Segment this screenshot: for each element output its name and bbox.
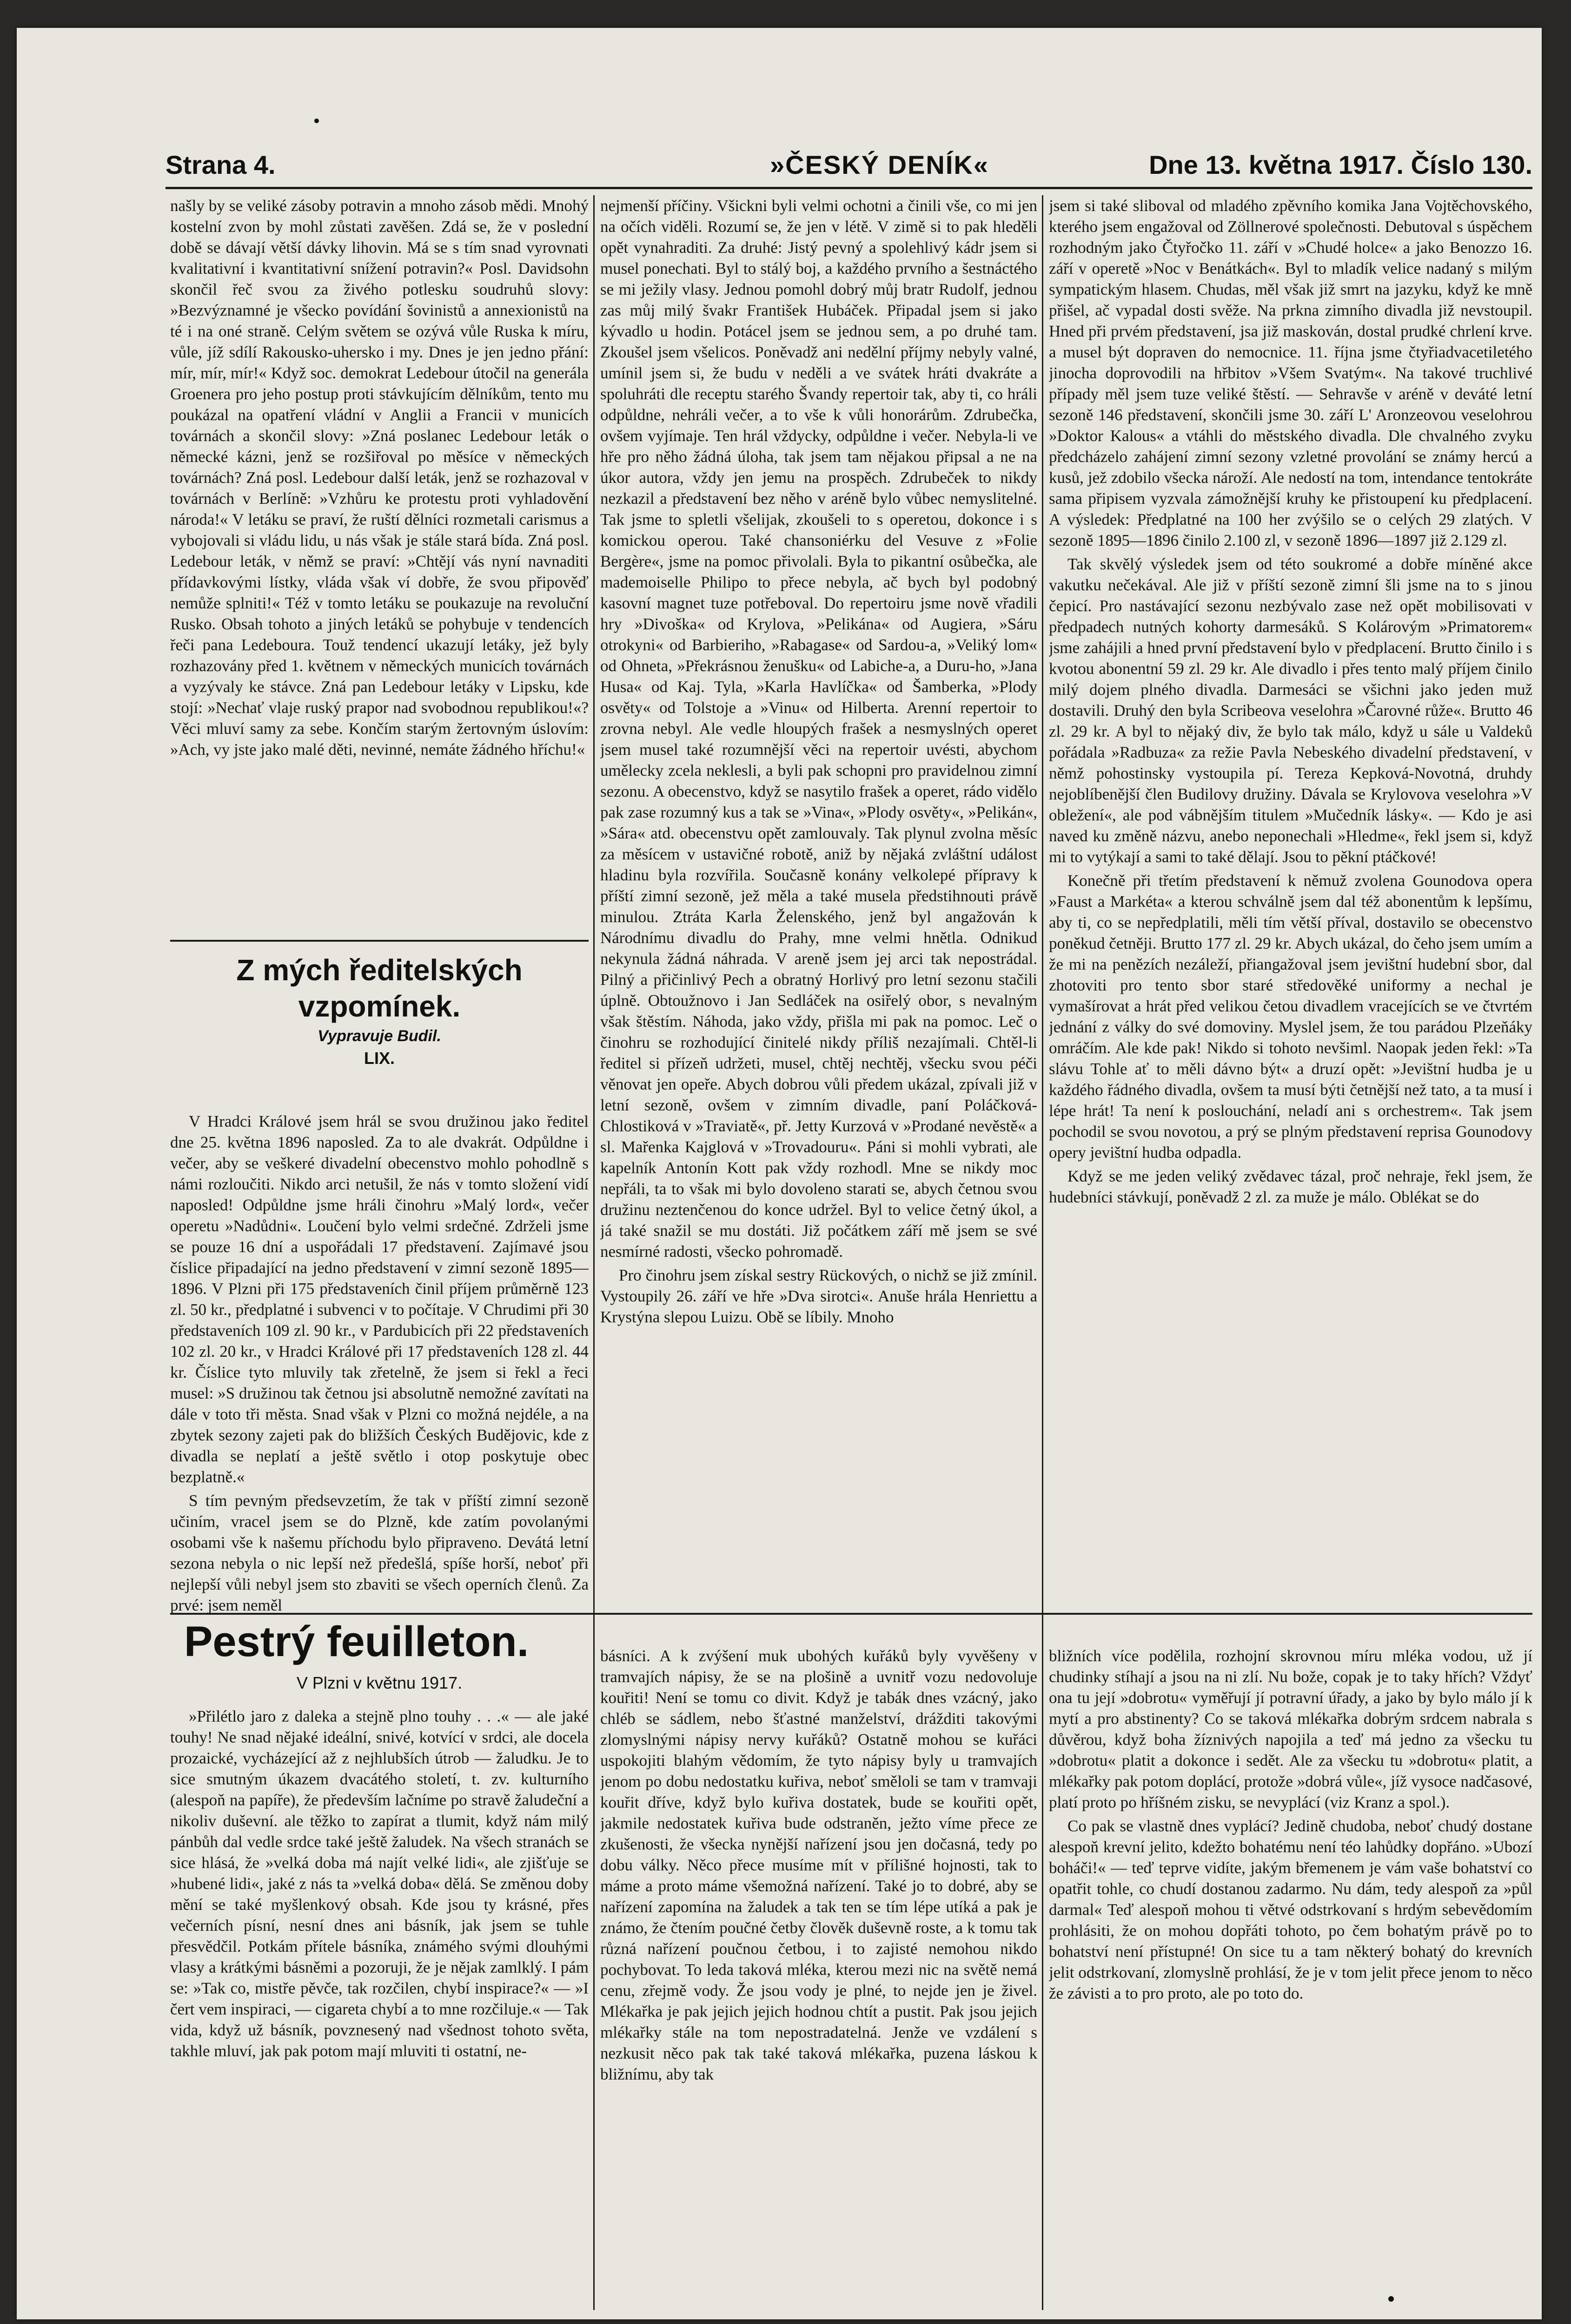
paragraph: našly by se veliké zásoby potravin a mnoho zásob mědi. Mnohý kostelní zvon by mohl zůstati zavěšen. Zdá se, že v poslední době se dávají větší dávky lihovin. Má se s tím snad vyrovnati kvalitativní i kvantitativní snížení potravin?« Posl. Davidsohn skončil řeč svou za živého potlesku soudruhů slovy: »Bezvýznamné je všecko povídání šovinistů a annexionistů na té i na oné straně. Celým světem se ozývá vůle Ruska k míru, vůle, jíž sdílí Rakousko-uhersko i my. Dnes je jen jedno přání: mír, mír, mír!« Když soc. demokrat Ledebour útočil na generála Groenera pro jeho postup proti stávkujícím dělníkům, tento mu poukázal na opatření vládní v Anglii a Francii v municích továrnách a skončil slovy: »Zná poslanec Ledebour leták o německé kázni, jenž se rozšiřoval po měsíce v německých továrnách? Zná posl. Ledebour další leták, jenž se rozhazoval v továrnách v Berlíně: »Vzhůru ke protestu proti vyhladovění národa!« V letáku se praví, že ruští dělníci rozmetali carismus a vybojovali si vládu lidu, u nás však je stále stará bída. Zná posl. Ledebour leták, v němž se praví: »Chtějí vás nyní navnaditi přídavkovými lístky, vláda však ví dobře, že svou připověď nemůže splniti!« Též v tomto letáku se poukazuje na revoluční Rusko. Obsah tohoto a jiných letáků se pohybuje v tendencích řeči pana Ledebourа. Touž tendencí ukazují letáky, jež byly rozhazovány před 1. květnem v německých municích továrnách a vyzývaly ke stávce. Zná pan Ledebour letáky v Lipsku, kde stojí: »Nechať vlaje ruský prapor nad svobodnou republikou!«? Věci mluví samy za sebe. Končím starým žertovným úslovím: »Ach, vy jste jako malé děti, nevinné, nemáte žádného hříchu!« (170, 197, 589, 759)
paragraph: Tak skvělý výsledek jsem od této soukromé a dobře míněné akce vakutku nečekával. Ale již v příští sezoně zimní šli jsme na to s jinou čepicí. Pro nastávající sezonu nezbývalo zase než opět mobilisovati v předpadech nutných kohorty darmesáků. S Kolárovým »Primatorem« jsme zahájili a hned první představení bylo v předplacení. Brutto činilo i s kvotou abonentní 59 zl. 29 kr. Ale divadlo i přes tento malý příjem činilo milý dojem plného divadla. Darmesáci se všichni jako jeden muž dostavili. Druhý den byla Scribeova veselohra »Čarovné růže«. Brutto 46 zl. 29 kr. A byl to nějaký div, že bylo tak málo, když u sále u Valdeků pořádala »Radbuza« za režie Pavla Nebeského divadelní představení, v němž pohostinsky vystoupila pí. Tereza Kepková-Novotná, druhdy nejoblíbenější člen Budilovy družiny. Dávala se Krylovova veselohra »V obležení«, ale pod vábnějším titulem »Mučedník lásky«. — Kdo je asi naved ku změně názvu, anebo neponechali »Hledme«, řekl jsem si, když mi to vytýkají a sami to také dělají. Jsou to pěkní ptáčkové! (1049, 555, 1532, 866)
column-rule-2 (1042, 195, 1043, 2310)
paragraph: Co pak se vlastně dnes vyplácí? Jedině chudoba, neboť chudý dostane alespoň krevní jelito, kdežto bohatému není téo lahůdky dopřáno. »Ubozí boháči!« — teď teprve vidíte, jakým břemenem je vám vaše bohatství co opatřit tohle, co chudí dostanou zadarmo. Nu dám, tedy alespoň za »půl darmal« Teď alespoň mohou ti větvé odstrkovaní s hrdým sebevědomím prohlásiti, že on mohou dopřáti tohoto, po čem bohatým právě po to bohatství není přístupné! On sice tu a tam některý bohatý do krevních jelit odstrkovaní, zlomyslně prohlásí, že je v tom jelit přece jenom to něco že závisti a to pro proto, ale po toto do. (1049, 1817, 1532, 2002)
paragraph: V Hradci Králové jsem hrál se svou družinou jako ředitel dne 25. května 1896 naposled. Za to ale dvakrát. Odpůldne i večer, aby se veškeré divadelní obecenstvo mohlo pohodlně s námi rozloučiti. Nikdo arci netušil, že nás v tomto složení vidí naposled! Odpůldne jsme hráli činohru »Malý lord«, večer operetu »Nadůdni«. Loučení bylo velmi srdečné. Zdrželi jsme se pouze 16 dní a uspořádali 17 představení. Zajímavé jsou číslice připadající na jedno představení v zimní sezoně 1895—1896. V Plzni při 175 představeních činil příjem průměrně 123 zl. 50 kr., předplatné i subvenci v to počítaje. V Chrudimi při 30 představeních 109 zl. 90 kr., v Pardubicích při 22 představeních 102 zl. 20 kr., v Hradci Králové při 17 představeních 128 zl. 44 kr. Číslice tyto mluvily tak zřetelně, že jsem si řekl a řeci musel: »S družinou tak četnou jsi absolutně nemožné zavítati na dále v toto tři města. Snad však v Plzni co možná nejdéle, a na zbytek sezony zajeti pak do bližších Českých Budějovic, kde z divadla se neplatí a ještě světlo i otop poskytuje obec bezplatně.« (170, 1112, 589, 1486)
memoir-column-3 (1049, 195, 1532, 1613)
feuilleton-column-3 (1049, 1645, 1532, 2310)
page-header (166, 150, 1532, 191)
article-continuation (170, 195, 589, 934)
paragraph: Když se me jeden veliký zvědavec tázal, proč nehraje, řekl jsem, že hudebníci stávkují, poněvadž 2 zl. za muže je málo. Oblékat se do (1049, 1167, 1532, 1206)
paragraph: Konečně při třetím představení k němuž zvolena Gounodova opera »Faust a Markéta« a kterou schválně jsem dal též abonentům k lepšímu, aby ti, co se nepředplatili, měli tím větší příval, dostavilo se obecenstvo poněkud četněji. Brutto 177 zl. 29 kr. Abych ukázal, do čeho jsem umím a že mi na penězích nezáleží, přiangažoval jsem jevištní hudební sbor, dal zhotoviti pro tento sbor staré středověké uniformy a nechal je vymašírovat a hrát před velikou četou divadlem vracejících se ve čtvrtém jednání z války do své domoviny. Myslel jsem, že tou parádou Plzeňáky omráčím. Ale kde pak! Nikdo si tohoto nevšiml. Naopak jeden řekl: »Ta slávu Tohle ať to měli dávno být« a druzí opět: »Jevištní hudba je u každého řádného divadla, ovšem ta musí býti četnější než tato, a ta musí i lépe hrát! Ta není k poslouchání, neladí ani s orchestrem«. Tak jsem pochodil se svou novotou, a prý se plným představení reprisa Gounodovy opery jevištní hudba odpadla. (1049, 872, 1532, 1162)
feuilleton-column-2 (600, 1645, 1037, 2310)
feuilleton-column-1 (170, 1706, 589, 2310)
memoir-narrator: Vypravuje Budil. (318, 1027, 441, 1045)
page-number: Strana 4. (166, 150, 276, 179)
ink-speck (1388, 2296, 1394, 2302)
ink-speck (314, 119, 319, 123)
memoir-title-line1: Z mých ředitelských (236, 953, 523, 987)
masthead: »ČESKÝ DENÍK« (770, 150, 989, 179)
issue-date: Dne 13. května 1917. Číslo 130. (1149, 150, 1532, 179)
newspaper-page (17, 28, 1542, 2319)
column-rule-1 (593, 195, 595, 2310)
paragraph: bližních více podělila, rozhojní skrovnou míru mléka vodou, už jí chudinky stíhají a jsou na ni zlí. Nu bože, copak je to taky hřích? Vždyť ona tu její »dobrotu« vyměřují jí potravní úřady, a jako by bylo málo jí k mytí a pro abstinenty? Co se taková mlékařka dobrým srdcem nabrala s důvěrou, když boha žíznivých napojila a teď má jedno za všecku tu »dobrotu« platit a dokonce i sedět. Ale za všecku tu »dobrotu« platit, a mlékařky pak potom doplácí, protože »dobrá vůle«, jíž vysoce nadčasové, platí proto po hříšném zisku, se nevyplácí (viz Kranz a spol.). (1049, 1647, 1532, 1811)
paragraph: S tím pevným předsevzetím, že tak v příští zimní sezoně učiním, vracel jsem se do Plzně, kde zatím povolanými osobami vše k našemu příchodu bylo připraveno. Devátá letní sezona nebyla o nic lepší než předešlá, spíše horší, neboť při nejlepší vůli nebyl jsem sto zbaviti se všech operních členů. Za prvé: jsem neměl (170, 1492, 589, 1614)
paragraph: jsem si také sliboval od mladého zpěvního komika Jana Vojtěchovského, kterého jsem engažoval od Zöllnerové společnosti. Debutoval s úspěchem rozhodným jako Čtyřočko 11. září v »Chudé holce« a jako Benozzo 16. září v operetě »Noc v Benátkách«. Byl to mladík velice nadaný s milým sympatickým hlasem. Chudas, měl však již smrt na jazyku, když ke mně přišel, ač vypadal dosti svěže. Na prkna zimního divadla již nevstoupil. Hned při prvém představení, jsa již maskován, dostal prudké chrlení krve. a musel být dopraven do nemocnice. 11. října jsme čtyřiadvacetiletého jinocha doprovodili na hřbitov »Všem Svatým«. Na takové truchlivé případy měl jsem tuze veliké štěstí. — Sehravše v aréně v deváté letní sezoně 146 představení, skončili jsme 30. září L' Aronzeovou veselohrou »Doktor Kalous« a vtáhli do městského divadla. Dle chvalného zvyku předcházelo zahájení zimní sezony vzletné provolání se známy hercú a kusů, jež zdobilo všecka nároží. Ale nedostí na tom, intendance tentokráte sama připisem vyzvala zámožnější kruhy ke přistoupení ku předplacení. A výsledek: Předplatné na 100 her zvýšilo se o celých 29 zlatých. V sezoně 1895—1896 činilo 2.100 zl, v sezoně 1896—1897 již 2.129 zl. (1049, 197, 1532, 549)
memoir-chapter: LIX. (364, 1049, 395, 1068)
memoir-column-1 (170, 1111, 589, 1622)
memoir-column-2 (600, 195, 1037, 1613)
section-rule-top (170, 940, 589, 942)
paragraph: básníci. A k zvýšení muk ubohých kuřáků byly vyvěšeny v tramvajích nápisy, že se na plošině a uvnitř vozu nedovoluje kouřiti! Není se tomu co divit. Když je tabák dnes vzácný, jako chléb se sádlem, nebo šťastné manželství, drážditi takovými zlomyslnými nápisy nervy kuřáků? Ostatně mohou se kuřáci uspokojiti blahým vědomím, že tyto nápisy byly u tramvajích jenom po dobu nedostatku kuřiva, neboť směloli se tam v tramvaji kouřit dříve, když bylo kuřiva dostatek, bude se kouřiti opět, jakmile nedostatek kuřiva bude odstraněn, ježto víme přece ze zkušenosti, že všecka nynější nařízení jsou jen dočasná, tedy po dobu války. Něco přece musíme mít v přílišné hojnosti, tak to máme a proto máme všemožná nařízení. Také jo to dobré, aby se nařízení zapomína na žaludek a tak ten se tím lépe utíká a pak je známo, že čtením poučné četby člověk duševně roste, a k tomu tak různá nařízení poučnou četbou, i to zajisté nemohou nikdo pochybovat. To leda taková mléka, kterou mezi nic na světě nemá cenu, zřejmě vody. Že jsou vody je plné, to nejde jen je živel. Mlékařka je pak jejich jejich hodnou chtít a pustit. Pak jsou jejich mlékařky stále na tom nepostradatelná. Jenže ve vzdálení s nezkusit něco pak tak také taková mlékařka, puzena láskou k bližnímu, aby tak (600, 1647, 1037, 2083)
paragraph: »Přilétlo jaro z daleka a stejně plno touhy . . .« — ale jaké touhy! Ne snad nějaké ideální, snivé, kotvící v srdci, ale docela prozaické, vycházející až z nejhlubších útrob — žaludku. Je to sice smutným úkazem dvacátého století, t. zv. kulturního (alespoň na papíře), že především lačníme po stravě žaludeční a nikoliv duševní. ale těžko to zapírat a tlumit, když nám milý pánbůh dal vedle srdce také ještě žaludek. Na všech stranách se sice hlásá, že »velká doba má najít velké lidi«, ale zjišťuje se »hubené lidi«, jaké z nás ta »velká doba« dělá. Se změnou doby mění se také myšlenkový obsah. Kde jsou ty krásné, přes večerních písní, nesní dnes ani básník, jak jsem se tuhle přesvědčil. Potkám přítele básníka, známého svými dlouhými vlasy a krátkými básněmi a pozoruji, že je nějak zamlklý. I pám se: »Tak co, mistře pěvče, tak rozčilen, chybí inspirace?« — »I čert vem inspiraci, — cigareta chybí a to mne rozčiluje.« — Tak vida, když už básník, povznesený nad všednost tohoto světa, takhle mluví, jak pak potom mají mluviti ti ostatní, ne- (170, 1707, 589, 2060)
paragraph: nejmenší příčiny. Všickni byli velmi ochotni a činili vše, co mi jen na očích viděli. Rozumí se, že jen v létě. V zimě si to pak hleděli opět vynahraditi. Za druhé: Jistý pevný a spolehlivý kádr jsem si musel ponechati. Byl to stálý boj, a každého prvního a šestnáctého se mi ježily vlasy. Jednou pomohl dobrý můj bratr Rudolf, jednou zas můj milý švakr František Hubáček. Připadal jsem si jako kývadlo u hodin. Potácel jsem se jednou sem, a po druhé tam. Zkoušel jsem všelicos. Poněvadž ani nedělní příjmy nebyly valné, umínil jsem si, že budu v neděli a ve svátek hráti dvakráte a spoluhráti dle receptu starého Švandy repertoir tak, aby ti, co hráli odpůldne, nehráli večer, a to vše k vůli honorárům. Zdrubečka, ovšem vyjímaje. Ten hrál vždycky, odpůldne i večer. Nebyla-li ve hře pro něho žádná úloha, tak jsem tam nějakou připsal a ne na úkor autora, vždy jen jemu na prospěch. Zdrubeček to nikdy nezkazil a představení bez něho v aréně bylo vůbec nemyslitelné. Tak jsme to spletli všelijak, zkoušeli to s operetou, dokonce i s komickou operou. Také chansoniérku del Vesuve z »Folie Bergère«, jsme na pomoc přivolali. Byla to pikantní osůbečka, ale mademoiselle Philipo to přece nebyla, ač bych byl podobný kasovní magnet tuze potřeboval. Do repertoiru jsme nově vřadili hry »Divoška« od Krylova, »Pelikána« od Augiera, »Sáru otrokyni« od Barbieriho, »Rabagase« od Sardou-a, »Veliký lom« od Ohneta, »Překrásnou ženušku« od Labiche-a, a Duru-ho, »Jana Husa« od Kaj. Tyla, »Karla Havlíčka« od Šamberka, »Plody osvěty« od Tolstoje a »Vinu« od Hilberta. Arenní repertoir to zrovna nebyl. Ale vedle hloupých frašek a nesmyslných operet jsem musel také rozumnější věci na repertoir uvésti, abychom umělecky zcela neklesli, a byli pak schopni pro pravidelnou zimní sezonu. A obecenstvo, když se nasytilo frašek a operet, rádo vidělo pak zase rozumný kus a tak se »Vina«, »Plody osvěty«, »Pelikán«, »Sára« atd. obecenstvu opět zamlouvaly. Tak plynul zvolna měsíc za měsícem v ustavičné robotě, aniž by nějaká zvláštní událost hladinu byla rozvířila. Současně konány velkolepé přípravy k příští zimní sezoně, jež měla a také musela předstihnouti právě minulou. Ztráta Karla Želenského, jenž byl angažován k Národnímu divadlu do Prahy, mne velmi hnětla. Odnikud nekynula žádná náhrada. V areně jsem jej arci tak nepostrádal. Pilný a přičinlivý Pech a obratný Horlivý pro letní sezonu stačili úplně. Obtoužnovo i Jan Sedláček na osiřelý obor, s nevalným však štěstím. Náhoda, jako vždy, přišla mi pak na pomoc. Leč o činohru se rozhodující činitelé nikdy příliš nezajímali. Chtěl-li ředitel si přízeň udržeti, musel, chtěj nechtěj, všecku svou péči věnovat jen opeře. Abych dobrou vůli předem ukázal, zpívali již v letní sezoně, ovšem v zimním divadle, paní Poláčková-Chlostiková v »Traviatě«, př. Jetty Kurzová v »Prodané nevěstě« a sl. Mařenka Kajglová v »Trovadouru«. Páni si mohli vybrati, ale kapelník Antonín Kott pak vždy rozhodl. Mne se nikdy moc nepřáli, ta to však mi bylo dovoleno starati se, abych četnou svou družinu neztenčenou do konce udržel. Byl to velice četný úkol, a já také snažil se mu dostáti. Již počátkem září mě jsem se své nesmírné radosti, všecko pohromadě. (600, 197, 1037, 1261)
header-rule (166, 187, 1532, 189)
feuilleton-place-date: V Plzni v květnu 1917. (296, 1673, 463, 1692)
feuilleton-title: Pestrý feuilleton. (184, 1618, 529, 1665)
memoir-title-line2: vzpomínek. (298, 990, 461, 1023)
paragraph: Pro činohru jsem získal sestry Rückových, o nichž se již zmínil. Vystoupily 26. září ve hře »Dva sirotci«. Anuše hrála Henriettu a Krystýna slepou Luizu. Obě se líbily. Mnoho (600, 1266, 1037, 1326)
